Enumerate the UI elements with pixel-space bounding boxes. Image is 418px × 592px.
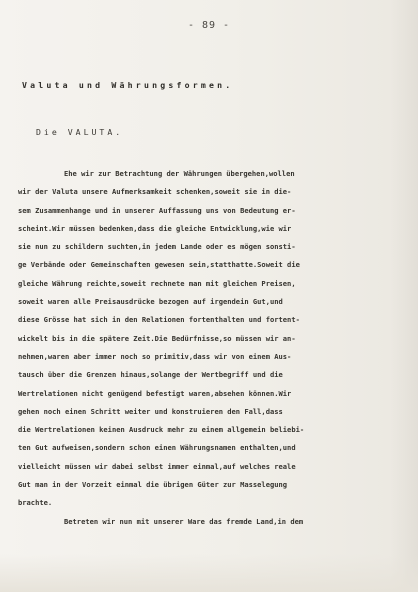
text-line: wir der Valuta unsere Aufmerksamkeit schenken,soweit sie in die- bbox=[18, 187, 292, 197]
text-line: ten Gut aufweisen,sondern schon einen Währungsnamen enthalten,und bbox=[18, 443, 296, 453]
text-line: die Wertrelationen keinen Ausdruck mehr zu einem allgemein beliebi- bbox=[18, 425, 305, 435]
subsection-title: Die VALUTA. bbox=[36, 127, 124, 137]
text-line: vielleicht müssen wir dabei selbst immer einmal,auf welches reale bbox=[18, 461, 296, 471]
text-line: Betreten wir nun mit unserer Ware das fremde Land,in dem bbox=[64, 516, 304, 526]
text-line: wickelt bis in die spätere Zeit.Die Bedürfnisse,so müssen wir an- bbox=[18, 333, 296, 343]
text-line: sie nun zu schildern suchten,in jedem Lande oder es mögen sonsti- bbox=[18, 242, 296, 252]
paper-bottom-shade bbox=[0, 554, 418, 592]
text-line: soweit waren alle Preisausdrücke bezogen auf irgendein Gut,und bbox=[18, 297, 283, 307]
text-line: nehmen,waren aber immer noch so primitiv,dass wir von einem Aus- bbox=[18, 351, 292, 361]
text-line: Wertrelationen nicht genügend befestigt waren,absehen können.Wir bbox=[18, 388, 292, 398]
section-title: Valuta und Währungsformen. bbox=[22, 80, 234, 90]
text-line: Ehe wir zur Betrachtung der Währungen übergehen,wollen bbox=[64, 169, 295, 178]
text-line: gehen noch einen Schritt weiter und konstruieren den Fall,dass bbox=[18, 406, 283, 416]
text-line: tausch über die Grenzen hinaus,solange der Wertbegriff und die bbox=[18, 370, 283, 380]
text-line: sem Zusammenhange und in unserer Auffassung uns von Bedeutung er- bbox=[18, 205, 296, 215]
text-line: gleiche Währung reichte,soweit rechnete man mit gleichen Preisen, bbox=[18, 278, 296, 288]
text-line: ge Verbände oder Gemeinschaften gewesen sein,statthatte.Soweit die bbox=[18, 260, 300, 270]
body-text bbox=[18, 165, 402, 531]
page-number: - 89 - bbox=[187, 20, 231, 31]
text-line: scheint.Wir müssen bedenken,dass die gleiche Entwicklung,wie wir bbox=[18, 223, 292, 233]
text-line: Gut man in der Vorzeit einmal die übrigen Güter zur Masselegung bbox=[18, 480, 288, 490]
text-line: diese Grösse hat sich in den Relationen fortenthalten und fortent- bbox=[18, 315, 300, 325]
text-line: brachte. bbox=[18, 498, 53, 508]
